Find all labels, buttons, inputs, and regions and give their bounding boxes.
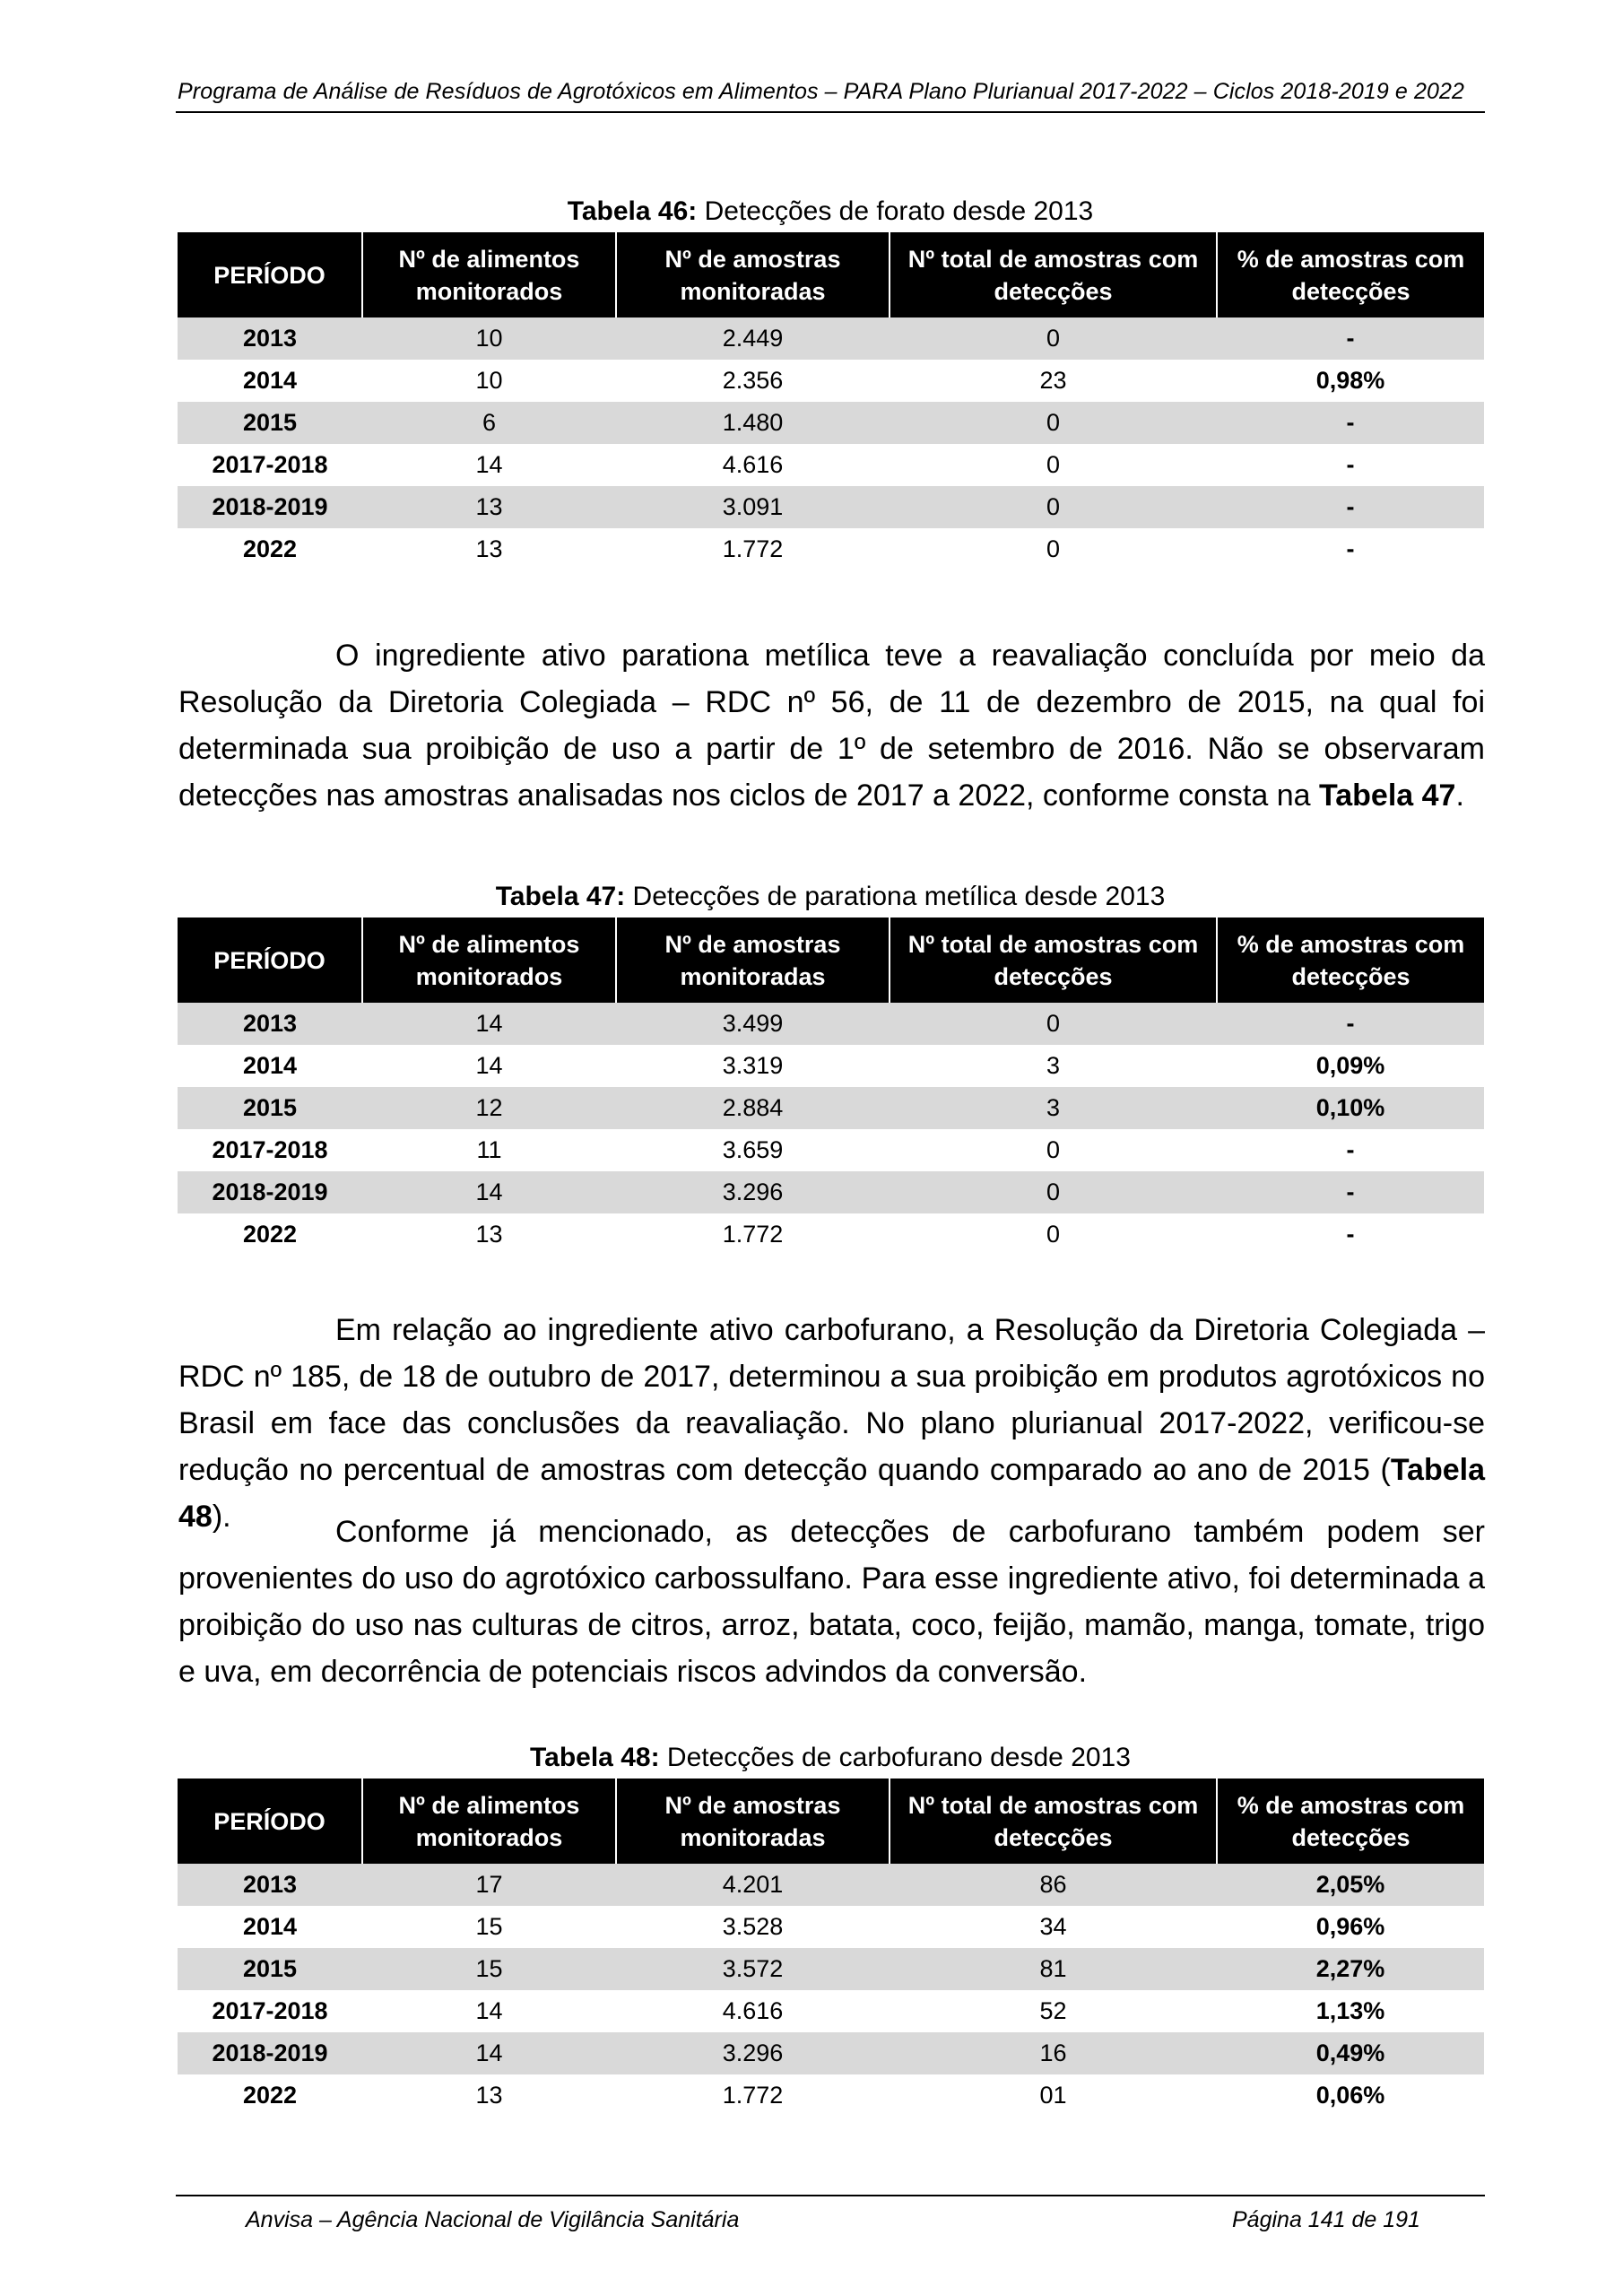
table-cell: 1.772 xyxy=(722,2082,784,2109)
paragraph-1-text: O ingrediente ativo parationa metílica teve a reavaliação concluída por meio da Resolução da Diretoria Colegiada – RDC nº 56, de 11 de dezembro de 2015, na qual foi determinada sua proibição de uso a partir de 1º de setembro de 2016. Não se observaram detecções nas amostras analisadas nos ciclos de 2017 a 2022, conforme consta na xyxy=(178,639,1485,813)
page-header xyxy=(176,75,1485,113)
column-header: Nº de amostras monitoradas xyxy=(616,918,890,1003)
table-cell: 23 xyxy=(1039,367,1067,394)
period-cell: 2015 xyxy=(178,1087,362,1129)
column-header: PERÍODO xyxy=(178,232,362,317)
table-cell: 0 xyxy=(1046,451,1061,478)
table-cell: 0,10% xyxy=(1217,1087,1484,1129)
table-cell: 3.659 xyxy=(722,1136,784,1163)
paragraph-1-table-ref: Tabela 47 xyxy=(1319,778,1456,813)
table-cell: 3 xyxy=(890,1087,1217,1129)
table-cell: - xyxy=(1346,535,1355,562)
paragraph-carbofurano xyxy=(178,1307,1485,1540)
table-row xyxy=(178,1045,1484,1087)
table-cell: 0 xyxy=(890,1171,1217,1213)
period-cell: 2013 xyxy=(178,317,362,360)
period-cell: 2017-2018 xyxy=(212,1997,328,2024)
table-cell: - xyxy=(1217,317,1484,360)
table-row xyxy=(178,1171,1484,1213)
table-cell: 14 xyxy=(475,1052,503,1079)
table-48-caption xyxy=(176,1742,1485,1774)
table-cell: 16 xyxy=(890,2032,1217,2074)
column-header: % de amostras com detecções xyxy=(1217,918,1484,1003)
table-row xyxy=(178,1990,1484,2032)
table-cell: 3.319 xyxy=(722,1052,784,1079)
table-48 xyxy=(178,1779,1484,2117)
period-cell: 2014 xyxy=(242,1913,298,1940)
table-row xyxy=(178,2074,1484,2117)
period-cell: 2013 xyxy=(178,1003,362,1045)
table-cell: 3.091 xyxy=(616,486,890,528)
table-row xyxy=(178,360,1484,402)
paragraph-2-table-ref: Tabela 48 xyxy=(178,1453,1485,1534)
period-cell: 2018-2019 xyxy=(178,1171,362,1213)
table-46-caption-text: Detecções de forato desde 2013 xyxy=(697,196,1094,226)
table-47-caption-text: Detecções de parationa metílica desde 2013 xyxy=(625,882,1166,911)
column-header: Nº de alimentos monitorados xyxy=(362,1779,616,1864)
table-cell: - xyxy=(1346,451,1355,478)
table-cell: 14 xyxy=(475,1997,503,2024)
table-cell: 34 xyxy=(1039,1913,1067,1940)
table-cell: - xyxy=(1217,402,1484,444)
table-cell: 1.772 xyxy=(722,1221,784,1248)
period-cell: 2015 xyxy=(178,402,362,444)
table-cell: 4.201 xyxy=(616,1864,890,1906)
table-cell: 12 xyxy=(362,1087,616,1129)
paragraph-carbossulfano xyxy=(178,1509,1485,1695)
table-cell: 0,49% xyxy=(1217,2032,1484,2074)
paragraph-parationa xyxy=(178,632,1485,819)
column-header: Nº de amostras monitoradas xyxy=(616,1779,890,1864)
paragraph-3-text: Conforme já mencionado, as detecções de carbofurano também podem ser provenientes do uso do agrotóxico carbossulfano. Para esse ingrediente ativo, foi determinada a proibição do uso nas culturas de citros, arroz, batata, coco, feijão, mamão, manga, tomate, trigo e uva, em decorrência de potenciais riscos advindos da conversão. xyxy=(178,1515,1485,1689)
table-cell: 11 xyxy=(476,1136,502,1163)
table-cell: 01 xyxy=(1039,2082,1067,2109)
table-row xyxy=(178,1213,1484,1256)
table-cell: 15 xyxy=(362,1948,616,1990)
table-48-caption-label: Tabela 48: xyxy=(530,1743,660,1772)
table-cell: - xyxy=(1217,1003,1484,1045)
table-cell: - xyxy=(1217,1171,1484,1213)
period-cell: 2022 xyxy=(242,2082,298,2109)
column-header: % de amostras com detecções xyxy=(1217,232,1484,317)
page-footer xyxy=(176,2195,1485,2232)
table-cell: 0 xyxy=(890,1003,1217,1045)
table-row xyxy=(178,444,1484,486)
table-cell: 14 xyxy=(475,451,503,478)
table-row xyxy=(178,402,1484,444)
table-cell: 10 xyxy=(362,317,616,360)
period-cell: 2018-2019 xyxy=(178,486,362,528)
table-cell: 14 xyxy=(362,2032,616,2074)
table-cell: 0,98% xyxy=(1315,367,1385,394)
table-48-caption-text: Detecções de carbofurano desde 2013 xyxy=(659,1743,1131,1772)
table-47 xyxy=(178,918,1484,1256)
table-cell: 2.449 xyxy=(616,317,890,360)
table-cell: 14 xyxy=(362,1171,616,1213)
column-header: Nº de amostras monitoradas xyxy=(616,232,890,317)
period-cell: 2013 xyxy=(178,1864,362,1906)
table-cell: 0 xyxy=(890,402,1217,444)
table-row xyxy=(178,1906,1484,1948)
table-cell: 2.356 xyxy=(722,367,784,394)
table-row xyxy=(178,1003,1484,1045)
table-cell: 15 xyxy=(475,1913,503,1940)
table-cell: 0 xyxy=(1046,1221,1061,1248)
paragraph-2-text: Em relação ao ingrediente ativo carbofurano, a Resolução da Diretoria Colegiada – RDC nº 185, de 18 de outubro de 2017, determinou a sua proibição em produtos agrotóxicos no Brasil em face das conclusões da reavaliação. No plano plurianual 2017-2022, verificou-se redução no percentual de amostras com detecção quando comparado ao ano de 2015 ( xyxy=(178,1313,1485,1487)
table-cell: 3.572 xyxy=(616,1948,890,1990)
column-header: Nº total de amostras com detecções xyxy=(890,1779,1217,1864)
table-row xyxy=(178,486,1484,528)
table-cell: 17 xyxy=(362,1864,616,1906)
period-cell: 2014 xyxy=(242,367,298,394)
table-row xyxy=(178,1129,1484,1171)
table-cell: 0 xyxy=(1046,1136,1061,1163)
table-cell: 13 xyxy=(475,1221,503,1248)
table-cell: 13 xyxy=(475,2082,503,2109)
column-header: Nº total de amostras com detecções xyxy=(890,918,1217,1003)
table-cell: 3.296 xyxy=(616,1171,890,1213)
table-row xyxy=(178,317,1484,360)
column-header: PERÍODO xyxy=(178,1779,362,1864)
column-header: PERÍODO xyxy=(178,918,362,1003)
table-cell: 86 xyxy=(890,1864,1217,1906)
table-cell: 0 xyxy=(1046,535,1061,562)
table-cell: 2,27% xyxy=(1217,1948,1484,1990)
period-cell: 2017-2018 xyxy=(212,1136,328,1163)
column-header: Nº de alimentos monitorados xyxy=(362,918,616,1003)
table-cell: 81 xyxy=(890,1948,1217,1990)
table-cell: 0,06% xyxy=(1315,2082,1385,2109)
table-cell: 0,09% xyxy=(1315,1052,1385,1079)
table-cell: 13 xyxy=(362,486,616,528)
table-row xyxy=(178,528,1484,570)
column-header: Nº de alimentos monitorados xyxy=(362,232,616,317)
header-text: Programa de Análise de Resíduos de Agrotóxicos em Alimentos – PARA Plano Plurianual 2017-2022 – Ciclos 2018-2019 e 2022 xyxy=(178,79,1464,104)
table-cell: 3.528 xyxy=(722,1913,784,1940)
table-row xyxy=(178,1864,1484,1906)
table-cell: 1,13% xyxy=(1315,1997,1385,2024)
table-46 xyxy=(178,232,1484,570)
table-cell: 4.616 xyxy=(722,1997,784,2024)
table-cell: 13 xyxy=(475,535,503,562)
table-cell: 0 xyxy=(890,486,1217,528)
paragraph-1-end: . xyxy=(1455,778,1464,813)
table-row xyxy=(178,1087,1484,1129)
table-46-caption xyxy=(176,196,1485,228)
table-cell: 0 xyxy=(890,317,1217,360)
table-cell: 14 xyxy=(362,1003,616,1045)
table-cell: - xyxy=(1346,1136,1355,1163)
table-cell: 4.616 xyxy=(722,451,784,478)
period-cell: 2015 xyxy=(178,1948,362,1990)
footer-agency: Anvisa – Agência Nacional de Vigilância Sanitária xyxy=(246,2207,740,2232)
table-cell: 6 xyxy=(362,402,616,444)
table-cell: 3.296 xyxy=(616,2032,890,2074)
period-cell: 2014 xyxy=(242,1052,298,1079)
period-cell: 2022 xyxy=(242,1221,298,1248)
paragraph-2-end: ). xyxy=(212,1500,231,1534)
period-cell: 2022 xyxy=(242,535,298,562)
table-cell: 2,05% xyxy=(1217,1864,1484,1906)
table-cell: 3.499 xyxy=(616,1003,890,1045)
period-cell: 2018-2019 xyxy=(178,2032,362,2074)
table-46-caption-label: Tabela 46: xyxy=(567,196,698,226)
table-cell: - xyxy=(1346,1221,1355,1248)
table-row xyxy=(178,1948,1484,1990)
table-cell: 0,96% xyxy=(1315,1913,1385,1940)
column-header: Nº total de amostras com detecções xyxy=(890,232,1217,317)
column-header: % de amostras com detecções xyxy=(1217,1779,1484,1864)
table-cell: 1.480 xyxy=(616,402,890,444)
table-cell: - xyxy=(1217,486,1484,528)
table-cell: 2.884 xyxy=(616,1087,890,1129)
table-row xyxy=(178,2032,1484,2074)
period-cell: 2017-2018 xyxy=(212,451,328,478)
table-47-caption-label: Tabela 47: xyxy=(495,882,626,911)
table-cell: 3 xyxy=(1046,1052,1061,1079)
table-cell: 1.772 xyxy=(722,535,784,562)
table-cell: 52 xyxy=(1039,1997,1067,2024)
footer-page-number: Página 141 de 191 xyxy=(1232,2207,1420,2232)
table-47-caption xyxy=(176,881,1485,913)
table-cell: 10 xyxy=(475,367,503,394)
